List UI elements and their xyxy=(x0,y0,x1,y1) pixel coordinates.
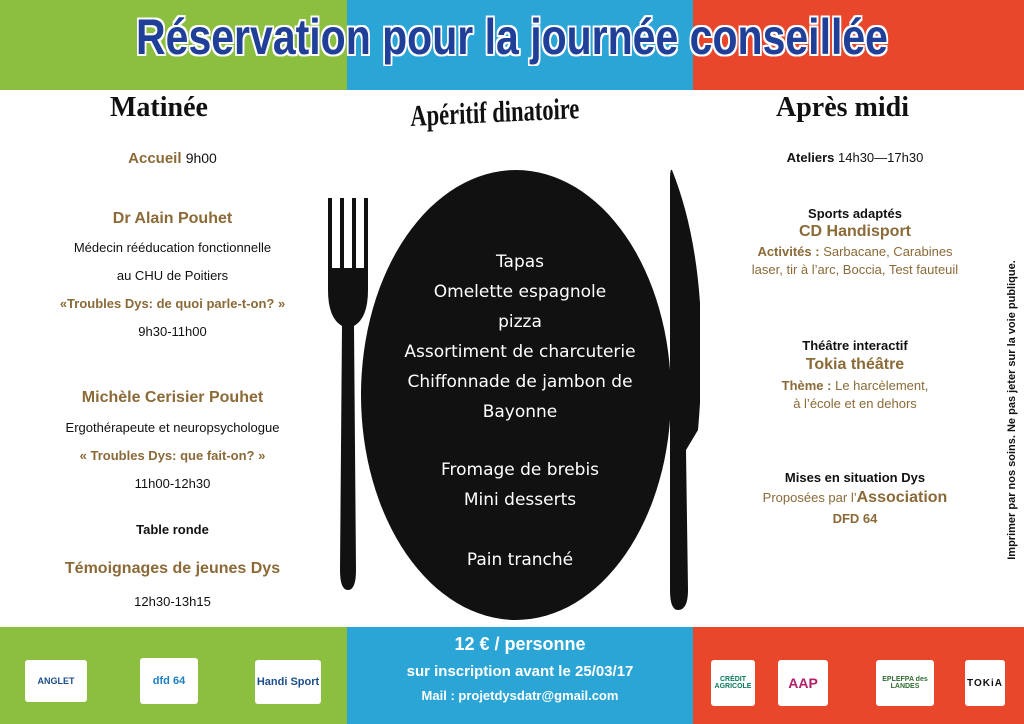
menu-item: Omelette espagnole xyxy=(433,282,607,302)
theatre-org: Tokia théâtre xyxy=(805,356,905,373)
speaker2-name: Michèle Cerisier Pouhet xyxy=(81,389,264,406)
accueil-time: 9h00 xyxy=(185,150,217,166)
speaker2-talk: « Troubles Dys: que fait-on? » xyxy=(79,448,266,463)
menu-item: Mini desserts xyxy=(463,490,577,510)
temoignages: Témoignages de jeunes Dys xyxy=(64,560,281,577)
ateliers-label: Ateliers xyxy=(786,150,835,165)
tokia-logo: TOKiA xyxy=(965,660,1005,706)
mises-title: Mises en situation Dys xyxy=(784,470,926,485)
aap-logo: AAP xyxy=(778,660,828,706)
mises-org: DFD 64 xyxy=(832,511,878,526)
menu-item: Chiffonnade de jambon de xyxy=(407,372,633,392)
menu-item: Pain tranché xyxy=(466,550,574,570)
theatre-theme-text1: Le harcèlement, xyxy=(835,378,929,393)
contact-email: Mail : projetdysdatr@gmail.com xyxy=(421,688,619,703)
anglet-logo: ANGLET xyxy=(25,660,87,702)
dfd64-logo: dfd 64 xyxy=(140,658,198,704)
sports-activities-label: Activités : xyxy=(757,244,820,259)
apres-midi-heading: Après midi xyxy=(776,92,909,123)
theatre-theme-label: Thème : xyxy=(781,378,832,393)
speaker1-role-line1: Médecin rééducation fonctionnelle xyxy=(73,240,272,255)
sports-org: CD Handisport xyxy=(799,223,911,240)
speaker1-time: 9h30-11h00 xyxy=(138,324,207,339)
accueil-line xyxy=(0,150,345,167)
menu-item: Bayonne xyxy=(482,402,558,422)
menu-item: Assortiment de charcuterie xyxy=(404,342,636,362)
table-ronde: Table ronde xyxy=(136,522,209,537)
sports-activities-text1: Sarbacane, Carabines xyxy=(823,244,953,259)
theatre-title: Théâtre interactif xyxy=(802,338,908,353)
speaker2-role: Ergothérapeute et neuropsychologue xyxy=(65,420,280,435)
side-note: Imprimer par nos soins. Ne pas jeter sur la voie publique. xyxy=(1006,260,1018,560)
mises-prefix: Proposées par l’ xyxy=(762,490,857,505)
menu-item: pizza xyxy=(498,312,542,332)
sports-title: Sports adaptés xyxy=(808,206,902,221)
matinee-heading: Matinée xyxy=(110,92,208,123)
speaker1-name: Dr Alain Pouhet xyxy=(112,210,233,227)
mises-association: Association xyxy=(856,489,948,506)
accueil-label: Accueil xyxy=(128,150,182,167)
sports-activities-line2: laser, tir à l’arc, Boccia, Test fauteuil xyxy=(751,262,959,277)
ateliers-time: 14h30—17h30 xyxy=(838,150,924,165)
eplefpa-logo: EPLEFPA des LANDES xyxy=(876,660,934,706)
temoignages-time: 12h30-13h15 xyxy=(134,594,211,609)
speaker1-role-line2: au CHU de Poitiers xyxy=(116,268,229,283)
menu-item: Fromage de brebis xyxy=(440,460,600,480)
ateliers-line xyxy=(700,150,1010,165)
sports-activities-line1 xyxy=(700,244,1010,259)
aperitif-heading: Apéritif dinatoire xyxy=(410,92,580,133)
theatre-theme-line1 xyxy=(700,378,1010,393)
speaker1-talk: «Troubles Dys: de quoi parle-t-on? » xyxy=(59,296,286,311)
inscription-deadline: sur inscription avant le 25/03/17 xyxy=(406,663,634,680)
handisport-logo: Handi Sport xyxy=(255,660,321,704)
credit-agricole-logo: CRÉDIT AGRICOLE xyxy=(711,660,755,706)
speaker2-time: 11h00-12h30 xyxy=(134,476,211,491)
page-title: Réservation pour la journée conseillée xyxy=(136,9,888,65)
theatre-theme-line2: à l’école et en dehors xyxy=(793,396,917,411)
menu-item: Tapas xyxy=(495,252,545,272)
mises-line xyxy=(700,489,1010,507)
price: 12 € / personne xyxy=(454,634,586,654)
